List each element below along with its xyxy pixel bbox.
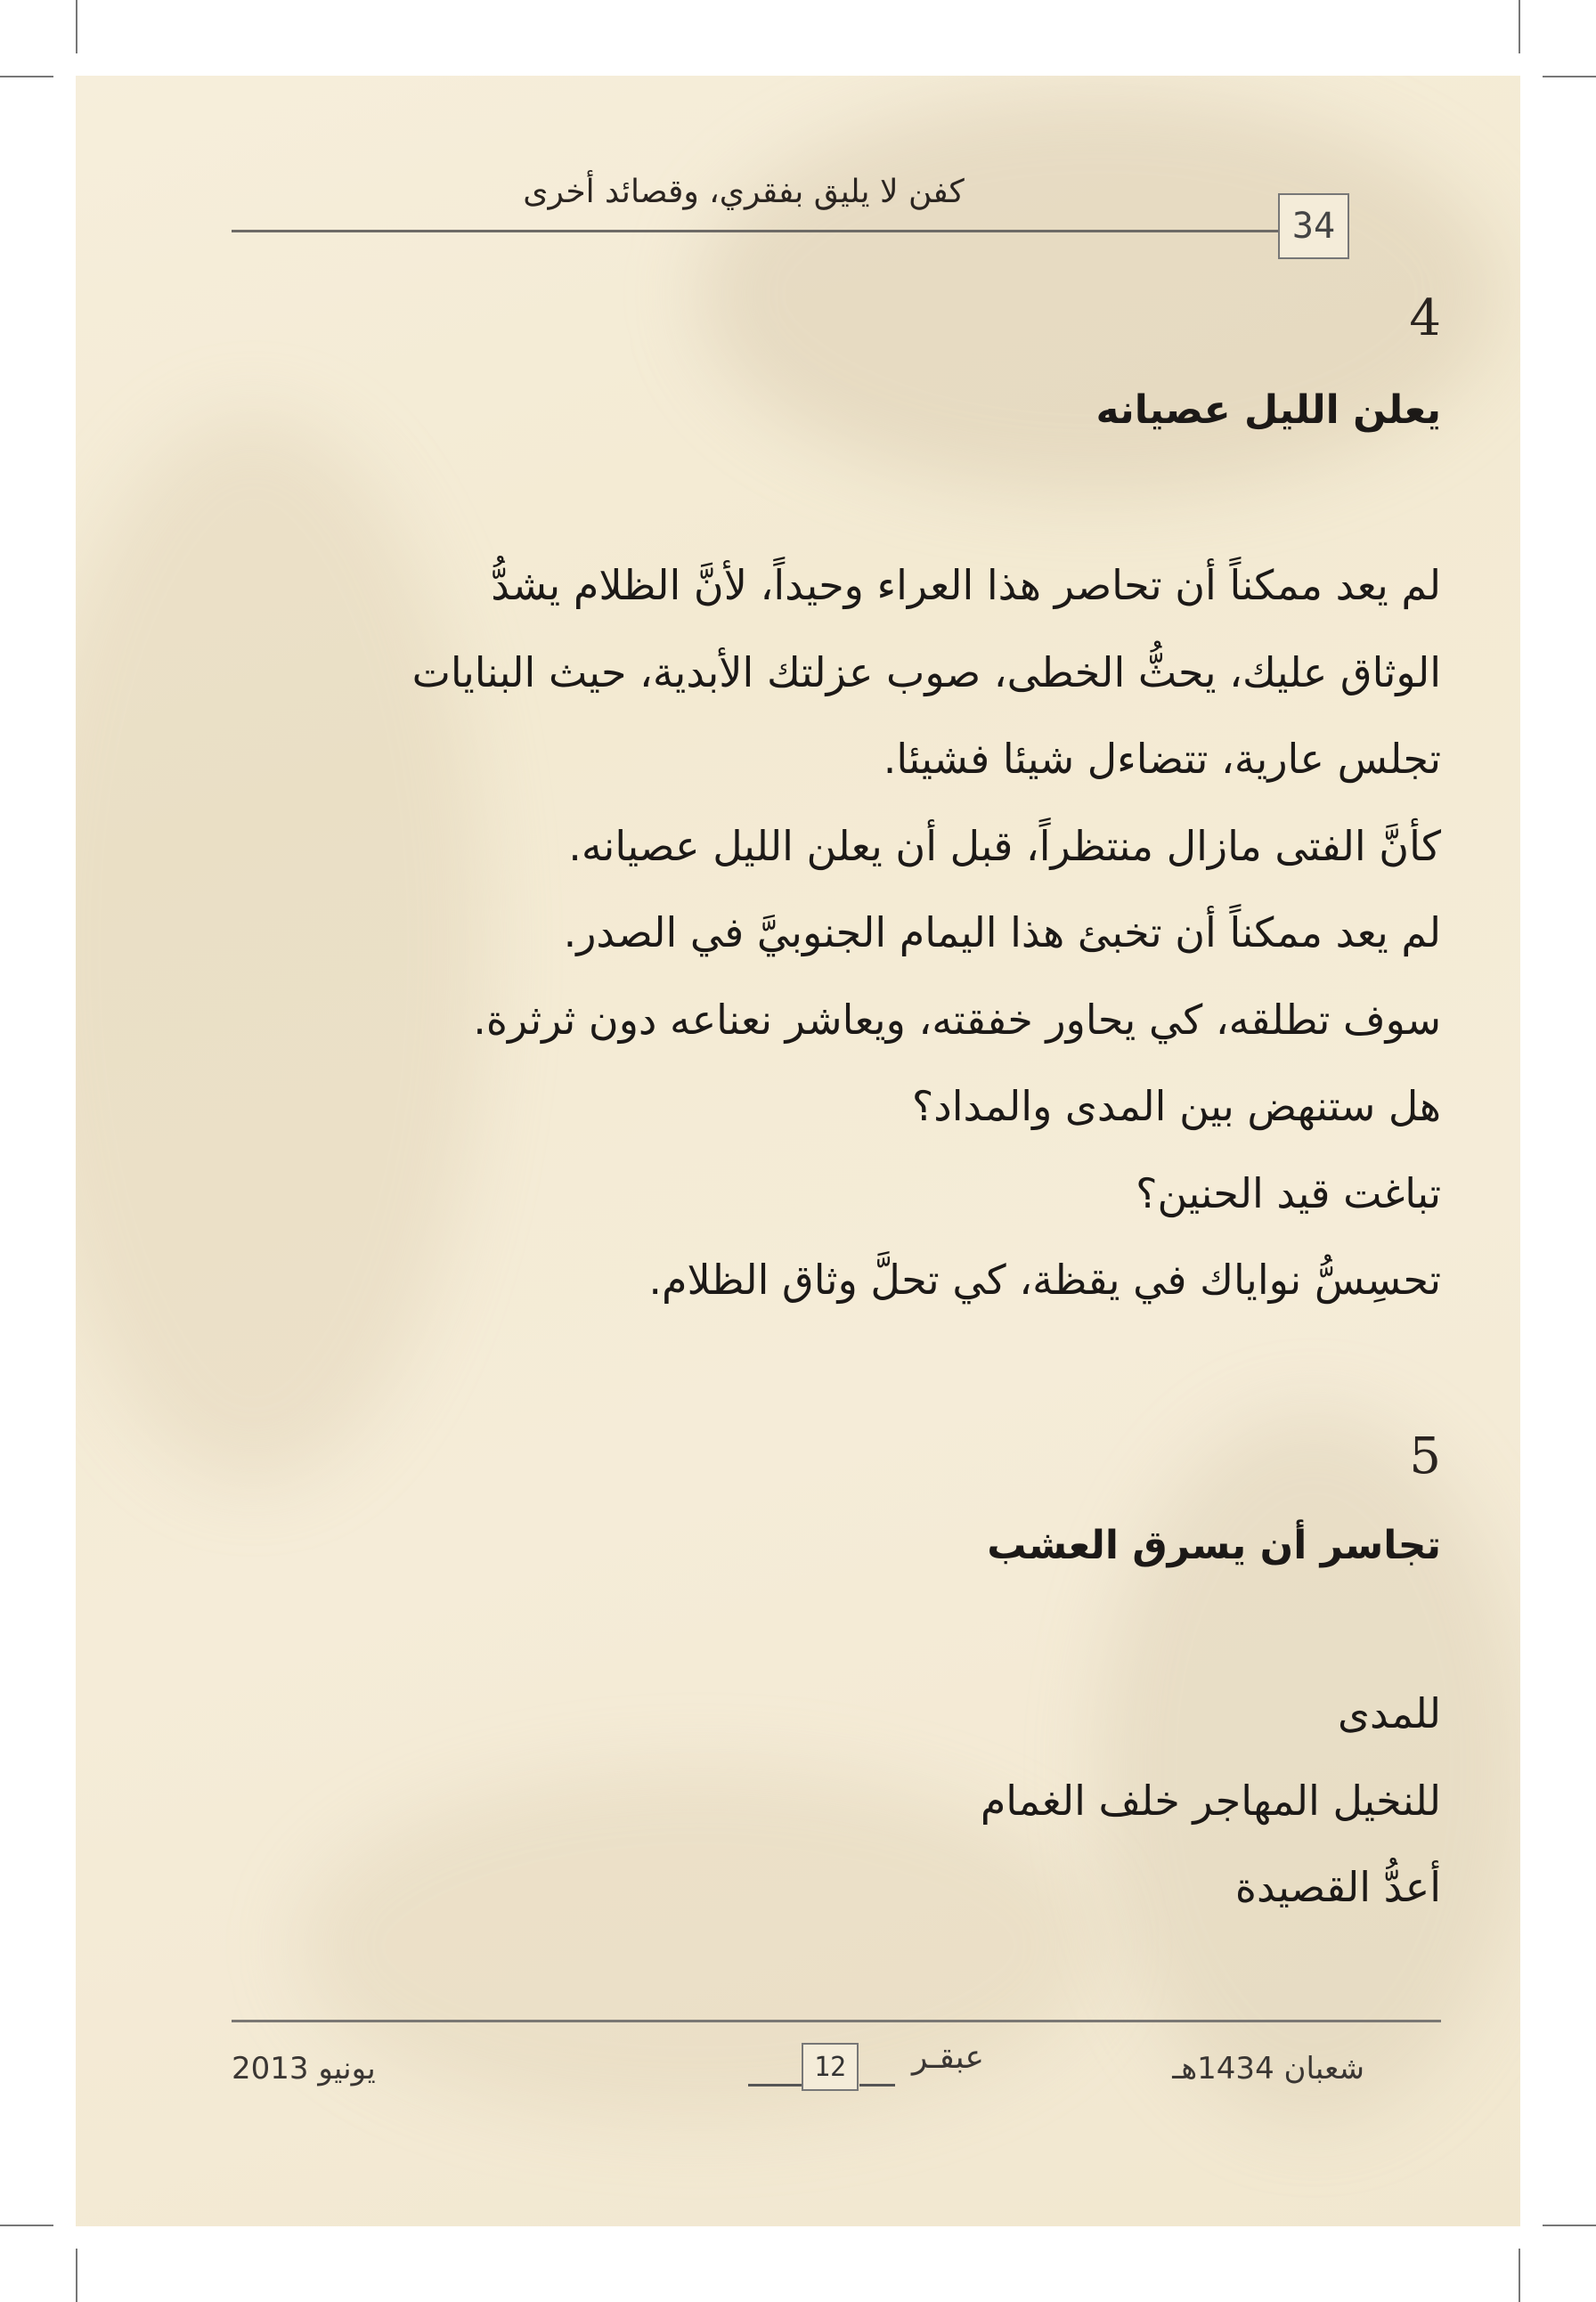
magazine-logo (717, 2039, 984, 2093)
poem-line: لم يعد ممكناً أن تحاصر هذا العراء وحيداً، لأنَّ الظلام يشدُّ (491, 561, 1441, 609)
page-number: 34 (1278, 193, 1349, 259)
logo-line (859, 2084, 895, 2086)
footer-rule (232, 2020, 1441, 2022)
magazine-logo-text: عبقـر (912, 2039, 984, 2076)
section-title: تجاسر أن يسرق العشب (987, 1523, 1441, 1568)
section-4 (232, 76, 1441, 1911)
crop-mark (0, 76, 53, 77)
poem-line: هل ستنهض بين المدى والمداد؟ (911, 1082, 1441, 1130)
page (76, 76, 1520, 2226)
crop-mark (1519, 0, 1520, 53)
crop-mark (1543, 2225, 1596, 2226)
footer-hijri-date: شعبان 1434هـ (1172, 2051, 1364, 2086)
poem-line: أعدُّ القصيدة (1234, 1863, 1441, 1911)
section-number: 4 (1409, 289, 1441, 347)
crop-mark (76, 0, 77, 53)
logo-line (748, 2084, 802, 2086)
poem-line: تباغت قيد الحنين؟ (1136, 1169, 1441, 1217)
poem-line: تحسِسُّ نواياك في يقظة، كي تحلَّ وثاق الظلام. (648, 1256, 1441, 1304)
poem-line: تجلس عارية، تتضاءل شيئا فشيئا. (883, 735, 1441, 783)
running-header: كفن لا يليق بفقري، وقصائد أخرى (523, 174, 965, 210)
crop-mark (76, 2249, 77, 2302)
crop-mark (0, 2225, 53, 2226)
section-title: يعلن الليل عصيانه (1095, 387, 1441, 433)
issue-number: 12 (802, 2043, 859, 2091)
crop-mark (1543, 76, 1596, 77)
poem-line: سوف تطلقه، كي يحاور خفقته، ويعاشر نعناعه دون ثرثرة. (473, 996, 1441, 1044)
poem-line: كأنَّ الفتى مازال منتظراً، قبل أن يعلن الليل عصيانه. (568, 822, 1441, 870)
crop-mark (1519, 2249, 1520, 2302)
section-number: 5 (1409, 1428, 1441, 1485)
poem-line: للنخيل المهاجر خلف الغمام (980, 1777, 1441, 1825)
poem-line: للمدى (1338, 1689, 1441, 1737)
footer-gregorian-date: يونيو 2013 (232, 2051, 376, 2086)
poem-line: الوثاق عليك، يحثُّ الخطى، صوب عزلتك الأبدية، حيث البنايات (411, 648, 1441, 696)
poem-line: لم يعد ممكناً أن تخبئ هذا اليمام الجنوبيَّ في الصدر. (563, 908, 1441, 956)
